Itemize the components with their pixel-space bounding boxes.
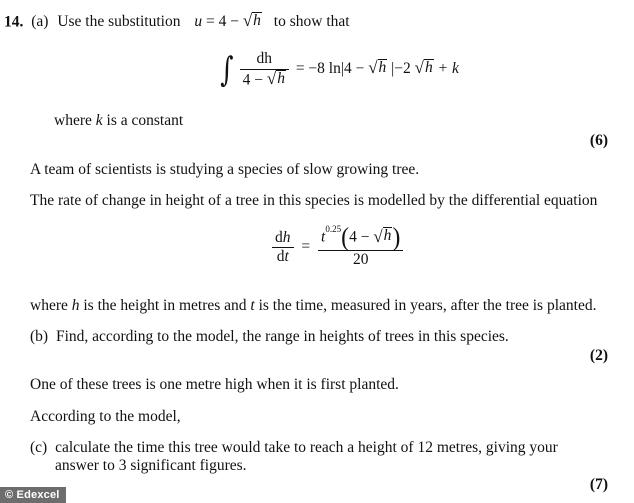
part-b-line <box>30 328 509 346</box>
de-lhs-numerator: dh <box>275 228 291 246</box>
marks-part-c: (7) <box>589 476 608 493</box>
de-lhs-fraction <box>272 229 294 267</box>
part-c-line-1 <box>30 439 558 457</box>
intro-line-2: The rate of change in height of a tree in this species is modelled by the differential equation <box>30 192 598 209</box>
edexcel-watermark: © Edexcel <box>0 487 66 503</box>
integral-fraction <box>240 50 289 90</box>
marks-part-b: (2) <box>589 347 608 364</box>
marks-part-a: (6) <box>589 132 608 149</box>
part-c-line-2: answer to 3 significant figures. <box>55 457 247 474</box>
according-line: According to the model, <box>30 408 181 425</box>
differential-equation <box>272 223 403 270</box>
where-k-line: where k is a constant <box>54 112 184 129</box>
question-14-part-a-intro <box>4 12 350 31</box>
integral-expression <box>218 50 459 90</box>
substitution-expression: u = 4 − √ h <box>194 11 261 31</box>
part-c-text-1: calculate the time this tree would take to reach a height of 12 metres, giving your <box>55 439 558 456</box>
part-c-label: (c) <box>30 439 48 456</box>
de-rhs-numerator: $t^{0.25}(4$ − √ h ) <box>321 223 401 253</box>
integral-numerator: dh <box>256 50 273 67</box>
where-h-line: where h is the height in metres and t is the time, measured in years, after the tree is planted. <box>30 297 597 314</box>
part-a-label: (a) <box>31 13 49 31</box>
integral-denominator: 4 − √ h <box>242 69 285 89</box>
de-lhs-denominator: dt <box>276 248 289 266</box>
part-a-text-end: to show that <box>273 13 350 31</box>
part-a-text: Use the substitution <box>57 13 181 31</box>
integral-sign: ∫ <box>220 49 234 90</box>
intro-line-1: A team of scientists is studying a species of slow growing tree. <box>30 161 420 178</box>
planted-line: One of these trees is one metre high when it is first planted. <box>30 376 399 393</box>
integral-rhs: = −8 ln|4 − √ h |−2 √ h + k <box>295 58 459 78</box>
sqrt-h: √ h <box>242 11 261 31</box>
de-equals: = <box>301 238 311 256</box>
part-b-label: (b) <box>30 328 49 345</box>
de-rhs-fraction <box>318 223 403 270</box>
de-rhs-denominator: 20 <box>352 251 369 269</box>
part-b-text: Find, according to the model, the range in heights of trees in this species. <box>55 328 509 345</box>
question-number: 14. <box>4 13 24 31</box>
